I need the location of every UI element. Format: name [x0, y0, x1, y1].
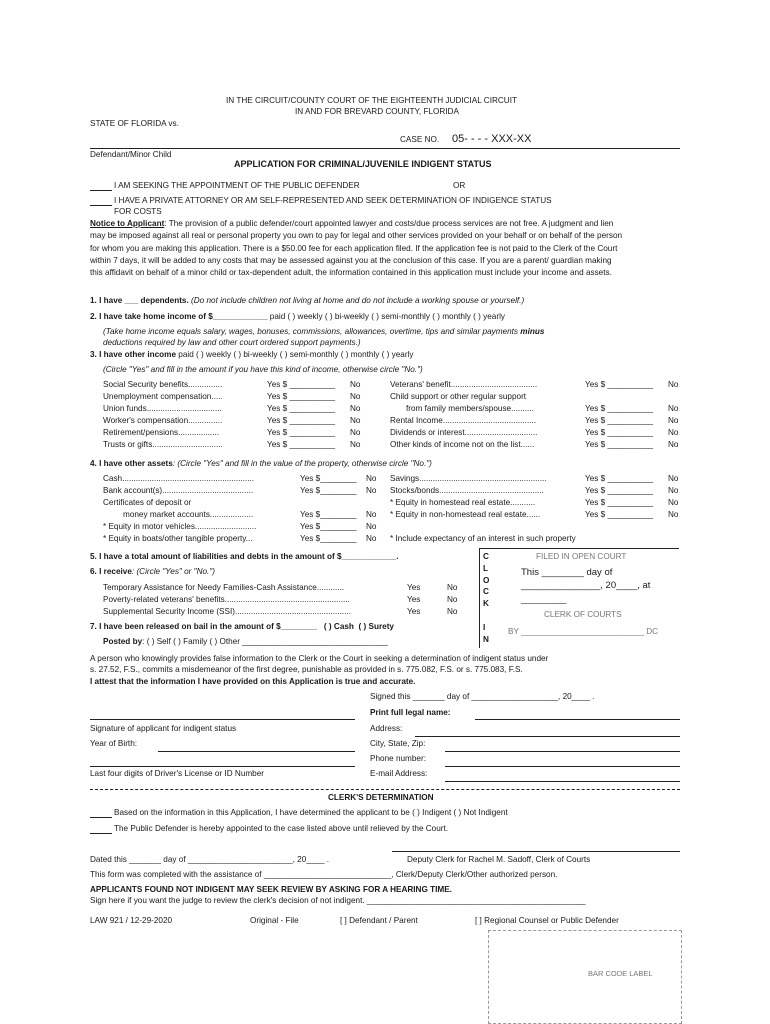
q7-surety[interactable]: ( ) Surety [358, 622, 394, 631]
q3-note: (Circle "Yes" and fill in the amount if you have this kind of income, otherwise circle "No.") [103, 365, 423, 374]
notice-paragraph [90, 218, 625, 279]
q4-right-yes-0[interactable]: Yes $ __________ [585, 474, 653, 483]
q3-left-yes-3[interactable]: Yes $ __________ [267, 416, 335, 425]
q4-right-yes-2[interactable]: Yes $ __________ [585, 498, 653, 507]
q1-note: (Do not include children not living at home and do not include a working spouse or yourself.) [188, 296, 525, 305]
clerk-letter-6: I [483, 622, 486, 632]
q4-left-yes-1[interactable]: Yes $________ [300, 486, 357, 495]
q3-left-1: Unemployment compensation..... [103, 392, 223, 401]
q4-left-5: * Equity in boats/other tangible property... [103, 534, 253, 543]
phone-label: Phone number: [370, 754, 426, 763]
defendant-parent-checkbox[interactable]: [ ] Defendant / Parent [340, 916, 418, 925]
email-field[interactable] [445, 781, 680, 782]
q6 [90, 567, 215, 577]
q4 [90, 459, 432, 469]
or-text: OR [453, 181, 466, 190]
q6-note: : (Circle "Yes" or "No.") [131, 567, 215, 576]
q6-no-2[interactable]: No [447, 607, 458, 616]
q3-left-no-5[interactable]: No [350, 440, 361, 449]
q3-left-no-0[interactable]: No [350, 380, 361, 389]
checkbox-line-determination[interactable] [90, 817, 112, 818]
q2-note-2: deductions required by law and other court ordered support payments.) [103, 338, 361, 347]
q7 [90, 622, 394, 632]
q2-note-1 [103, 327, 544, 337]
q6-yes-0[interactable]: Yes [407, 583, 421, 592]
q3-right-no-3[interactable]: No [668, 416, 679, 425]
barcode-label-box [488, 930, 682, 1024]
q4-right-no-3[interactable]: No [668, 510, 679, 519]
q3-right-yes-3[interactable]: Yes $ __________ [585, 416, 653, 425]
q7-posted [103, 637, 388, 647]
form-number: LAW 921 / 12-29-2020 [90, 916, 173, 925]
q4-left-no-1[interactable]: No [366, 486, 377, 495]
q4-left-yes-4[interactable]: Yes $________ [300, 522, 357, 531]
q3-right-no-4[interactable]: No [668, 428, 679, 437]
q4-left-yes-3[interactable]: Yes $________ [300, 510, 357, 519]
q7-posted-options[interactable]: : ( ) Self ( ) Family ( ) Other ________________________________ [142, 637, 388, 646]
q4-right-no-0[interactable]: No [668, 474, 679, 483]
checkbox-line-public-defender[interactable] [90, 190, 112, 191]
option-private-attorney-1: I HAVE A PRIVATE ATTORNEY OR AM SELF-REPRESENTED AND SEEK DETERMINATION OF INDIGENCE STATUS [114, 196, 552, 205]
q6-item-0: Temporary Assistance for Needy Families-Cash Assistance............ [103, 583, 345, 592]
q4-right-yes-3[interactable]: Yes $ __________ [585, 510, 653, 519]
option-private-attorney-2: FOR COSTS [114, 207, 162, 216]
q4-right-no-1[interactable]: No [668, 486, 679, 495]
perjury-line-1: A person who knowingly provides false information to the Clerk or the Court in seeking a determination of indigent status under [90, 654, 549, 663]
q4-left-no-5[interactable]: No [366, 534, 377, 543]
attest-statement: I attest that the information I have provided on this Application is true and accurate. [90, 677, 416, 686]
original-file: Original - File [250, 916, 299, 925]
q2-note-text: (Take home income equals salary, wages, bonuses, commissions, allowances, overtime, tips and similar payments [103, 327, 521, 336]
q3-right-0: Veterans' benefit...................................... [390, 380, 538, 389]
checkbox-line-private-attorney[interactable] [90, 205, 112, 206]
q4-include-note: * Include expectancy of an interest in such property [390, 534, 576, 543]
q4-right-no-2[interactable]: No [668, 498, 679, 507]
clerk-date-line[interactable]: _______________, 20____, at [521, 580, 651, 591]
signed-this[interactable]: Signed this _______ day of ___________________, 20____ . [370, 692, 595, 701]
q3-options[interactable]: paid ( ) weekly ( ) bi-weekly ( ) semi-monthly ( ) monthly ( ) yearly [176, 350, 414, 359]
q3-right-yes-0[interactable]: Yes $ __________ [585, 380, 653, 389]
clerk-letter-0: C [483, 552, 489, 561]
q3-right-2: from family members/spouse.......... [406, 404, 534, 413]
q3-label: 3. I have other income [90, 350, 176, 359]
city-field[interactable] [445, 751, 680, 752]
year-of-birth-field[interactable] [158, 751, 355, 752]
clerk-letter-2: O [483, 575, 490, 585]
clerk-letter-7: N [483, 634, 489, 644]
q2-options[interactable]: paid ( ) weekly ( ) bi-weekly ( ) semi-monthly ( ) monthly ( ) yearly [267, 312, 505, 321]
city-label: City, State, Zip: [370, 739, 426, 748]
q3-right-1: Child support or other regular support [390, 392, 527, 401]
print-name-field[interactable] [475, 719, 680, 720]
clerk-letters [483, 551, 491, 645]
dated-this[interactable]: Dated this _______ day of _______________________, 20____ . [90, 855, 330, 864]
this-day-of[interactable]: This ________ day of [521, 567, 613, 578]
case-no-value[interactable]: 05- - - - XXX-XX [452, 133, 532, 145]
judge-review-line[interactable]: Sign here if you want the judge to review the clerk's decision of not indigent. ________________________________________________ [90, 896, 586, 905]
q5-label: 5. I have a total amount of liabilities and debts in the amount of $____________. [90, 552, 399, 561]
q3-right-yes-4[interactable]: Yes $ __________ [585, 428, 653, 437]
determination-line[interactable]: Based on the information in this Application, I have determined the applicant to be ( ) Indigent ( ) Not Indigent [114, 808, 508, 817]
q3-left-yes-1[interactable]: Yes $ __________ [267, 392, 335, 401]
clerk-determination-title: CLERK'S DETERMINATION [328, 793, 434, 802]
q4-left-yes-5[interactable]: Yes $________ [300, 534, 357, 543]
q3-left-2: Union funds................................. [103, 404, 222, 413]
q3-left-4: Retirement/pensions.................. [103, 428, 220, 437]
q3-right-no-2[interactable]: No [668, 404, 679, 413]
print-name-label: Print full legal name: [370, 708, 451, 717]
q4-left-yes-0[interactable]: Yes $________ [300, 474, 357, 483]
q4-right-0: Savings........................................................ [390, 474, 547, 483]
q3-right-3: Rental Income......................................... [390, 416, 537, 425]
q4-label: 4. I have other assets [90, 459, 173, 468]
clerk-by-line[interactable]: BY ___________________________ DC [508, 627, 659, 636]
clerk-letter-4: K [483, 599, 489, 609]
defendant-label: Defendant/Minor Child [90, 150, 172, 159]
q6-yes-2[interactable]: Yes [407, 607, 421, 616]
dl-field[interactable] [90, 766, 355, 767]
q6-item-2: Supplemental Security Income (SSI)................................................... [103, 607, 351, 616]
q1-label: 1. I have ___ dependents. [90, 296, 189, 305]
q3-right-4: Dividends or interest................................ [390, 428, 538, 437]
address-field[interactable] [415, 736, 680, 737]
q1 [90, 296, 524, 306]
q3-left-yes-5[interactable]: Yes $ __________ [267, 440, 335, 449]
signature-label: Signature of applicant for indigent status [90, 724, 237, 733]
phone-field[interactable] [445, 766, 680, 767]
email-label: E-mail Address: [370, 769, 428, 778]
year-of-birth-label: Year of Birth: [90, 739, 138, 748]
assistance-line[interactable]: This form was completed with the assistance of ____________________________, Clerk/Deputy Clerk/Other authorized person. [90, 870, 558, 879]
barcode-label-text: BAR CODE LABEL [588, 969, 653, 978]
q3-left-5: Trusts or gifts............................... [103, 440, 223, 449]
q3-right-no-0[interactable]: No [668, 380, 679, 389]
q4-left-3: money market accounts................... [123, 510, 254, 519]
q4-left-1: Bank account(s)........................................ [103, 486, 254, 495]
q4-right-yes-1[interactable]: Yes $ __________ [585, 486, 653, 495]
q3-right-yes-5[interactable]: Yes $ __________ [585, 440, 653, 449]
clerk-blank-line[interactable]: __________ [521, 595, 567, 604]
q3-left-yes-0[interactable]: Yes $ __________ [267, 380, 335, 389]
q4-left-no-3[interactable]: No [366, 510, 377, 519]
q3-left-no-4[interactable]: No [350, 428, 361, 437]
clerk-letter-3: C [483, 587, 489, 597]
q3-left-yes-4[interactable]: Yes $ __________ [267, 428, 335, 437]
q3-left-3: Worker's compensation............... [103, 416, 223, 425]
court-line-1: IN THE CIRCUIT/COUNTY COURT OF THE EIGHTEENTH JUDICIAL CIRCUIT [226, 96, 517, 105]
q3-left-no-2[interactable]: No [350, 404, 361, 413]
q6-no-0[interactable]: No [447, 583, 458, 592]
q4-left-4: * Equity in motor vehicles........................... [103, 522, 257, 531]
q7-label: 7. I have been released on bail in the amount of $________ [90, 622, 318, 631]
q3-left-yes-2[interactable]: Yes $ __________ [267, 404, 335, 413]
notice-text: : The provision of a public defender/court appointed lawyer and costs/due process services are not free. A judgment and lien may be imposed against all real or personal property you own to pay for legal and other services provided on your behalf or on behalf of the person for whom you are making this application. There is a $50.00 fee for each application filed. If the application fee is not paid to the Clerk of the Court within 7 days, it will be added to any costs that may be assessed against you at the conclusion of this case. If you are a parent/ guardian making this affidavit on behalf of a minor child or tax-dependent adult, the information contained in this application must include your income and assets. [90, 219, 623, 278]
q4-right-2: * Equity in homestead real estate........... [390, 498, 536, 507]
perjury-line-2: s. 27.52, F.S., commits a misdemeanor of the first degree, punishable as provided in s. 775.082, F.S. or s. 775.083, F.S. [90, 665, 523, 674]
state-vs: STATE OF FLORIDA vs. [90, 119, 179, 128]
q7-posted-label: Posted by [103, 637, 143, 646]
q2 [90, 312, 505, 322]
form-title: APPLICATION FOR CRIMINAL/JUVENILE INDIGENT STATUS [234, 159, 492, 169]
q4-left-2: Certificates of deposit or [103, 498, 192, 507]
q4-left-0: Cash.......................................................... [103, 474, 255, 483]
address-label: Address: [370, 724, 403, 733]
q6-yes-1[interactable]: Yes [407, 595, 421, 604]
regional-counsel-checkbox[interactable]: [ ] Regional Counsel or Public Defender [475, 916, 619, 925]
case-no-label: CASE NO. [400, 135, 440, 144]
q7-cash[interactable]: ( ) Cash [323, 622, 354, 631]
defendant-line [90, 148, 680, 149]
checkbox-line-pd-appointed[interactable] [90, 833, 112, 834]
q6-label: 6. I receive [90, 567, 132, 576]
q3-left-no-3[interactable]: No [350, 416, 361, 425]
q4-right-1: Stocks/bonds.............................................. [390, 486, 544, 495]
section-divider [90, 789, 680, 790]
notice-label: Notice to Applicant [90, 219, 165, 228]
filed-in-open-court: FILED IN OPEN COURT [536, 552, 627, 561]
q3-right-5: Other kinds of income not on the list...... [390, 440, 535, 449]
clerk-of-courts: CLERK OF COURTS [544, 610, 622, 619]
q4-left-no-4[interactable]: No [366, 522, 377, 531]
q2-label: 2. I have take home income of $____________ [90, 312, 268, 321]
q3 [90, 350, 413, 360]
q3-right-yes-2[interactable]: Yes $ __________ [585, 404, 653, 413]
option-public-defender: I AM SEEKING THE APPOINTMENT OF THE PUBLIC DEFENDER [114, 181, 360, 190]
pd-appointed-line: The Public Defender is hereby appointed to the case listed above until relieved by the Court. [114, 824, 449, 833]
clerk-box-left-border [479, 548, 480, 648]
clerk-letter-gap [483, 610, 491, 622]
q6-no-1[interactable]: No [447, 595, 458, 604]
q2-note-minus: minus [520, 327, 545, 336]
q4-right-3: * Equity in non-homestead real estate...... [390, 510, 541, 519]
q3-right-no-5[interactable]: No [668, 440, 679, 449]
review-notice: APPLICANTS FOUND NOT INDIGENT MAY SEEK REVIEW BY ASKING FOR A HEARING TIME. [90, 885, 452, 894]
q6-item-1: Poverty-related veterans' benefits....................................................... [103, 595, 350, 604]
clerk-box-top-border [479, 548, 679, 549]
dl-label: Last four digits of Driver's License or ID Number [90, 769, 265, 778]
deputy-clerk-signature-field[interactable] [392, 851, 680, 852]
q4-note: : (Circle "Yes" and fill in the value of the property, otherwise circle "No.") [172, 459, 432, 468]
clerk-letter-1: L [483, 563, 489, 573]
applicant-signature-field[interactable] [90, 719, 355, 720]
q3-left-no-1[interactable]: No [350, 392, 361, 401]
q3-left-0: Social Security benefits............... [103, 380, 223, 389]
q4-left-no-0[interactable]: No [366, 474, 377, 483]
court-line-2: IN AND FOR BREVARD COUNTY, FLORIDA [295, 107, 459, 116]
deputy-clerk-label: Deputy Clerk for Rachel M. Sadoff, Clerk of Courts [407, 855, 591, 864]
